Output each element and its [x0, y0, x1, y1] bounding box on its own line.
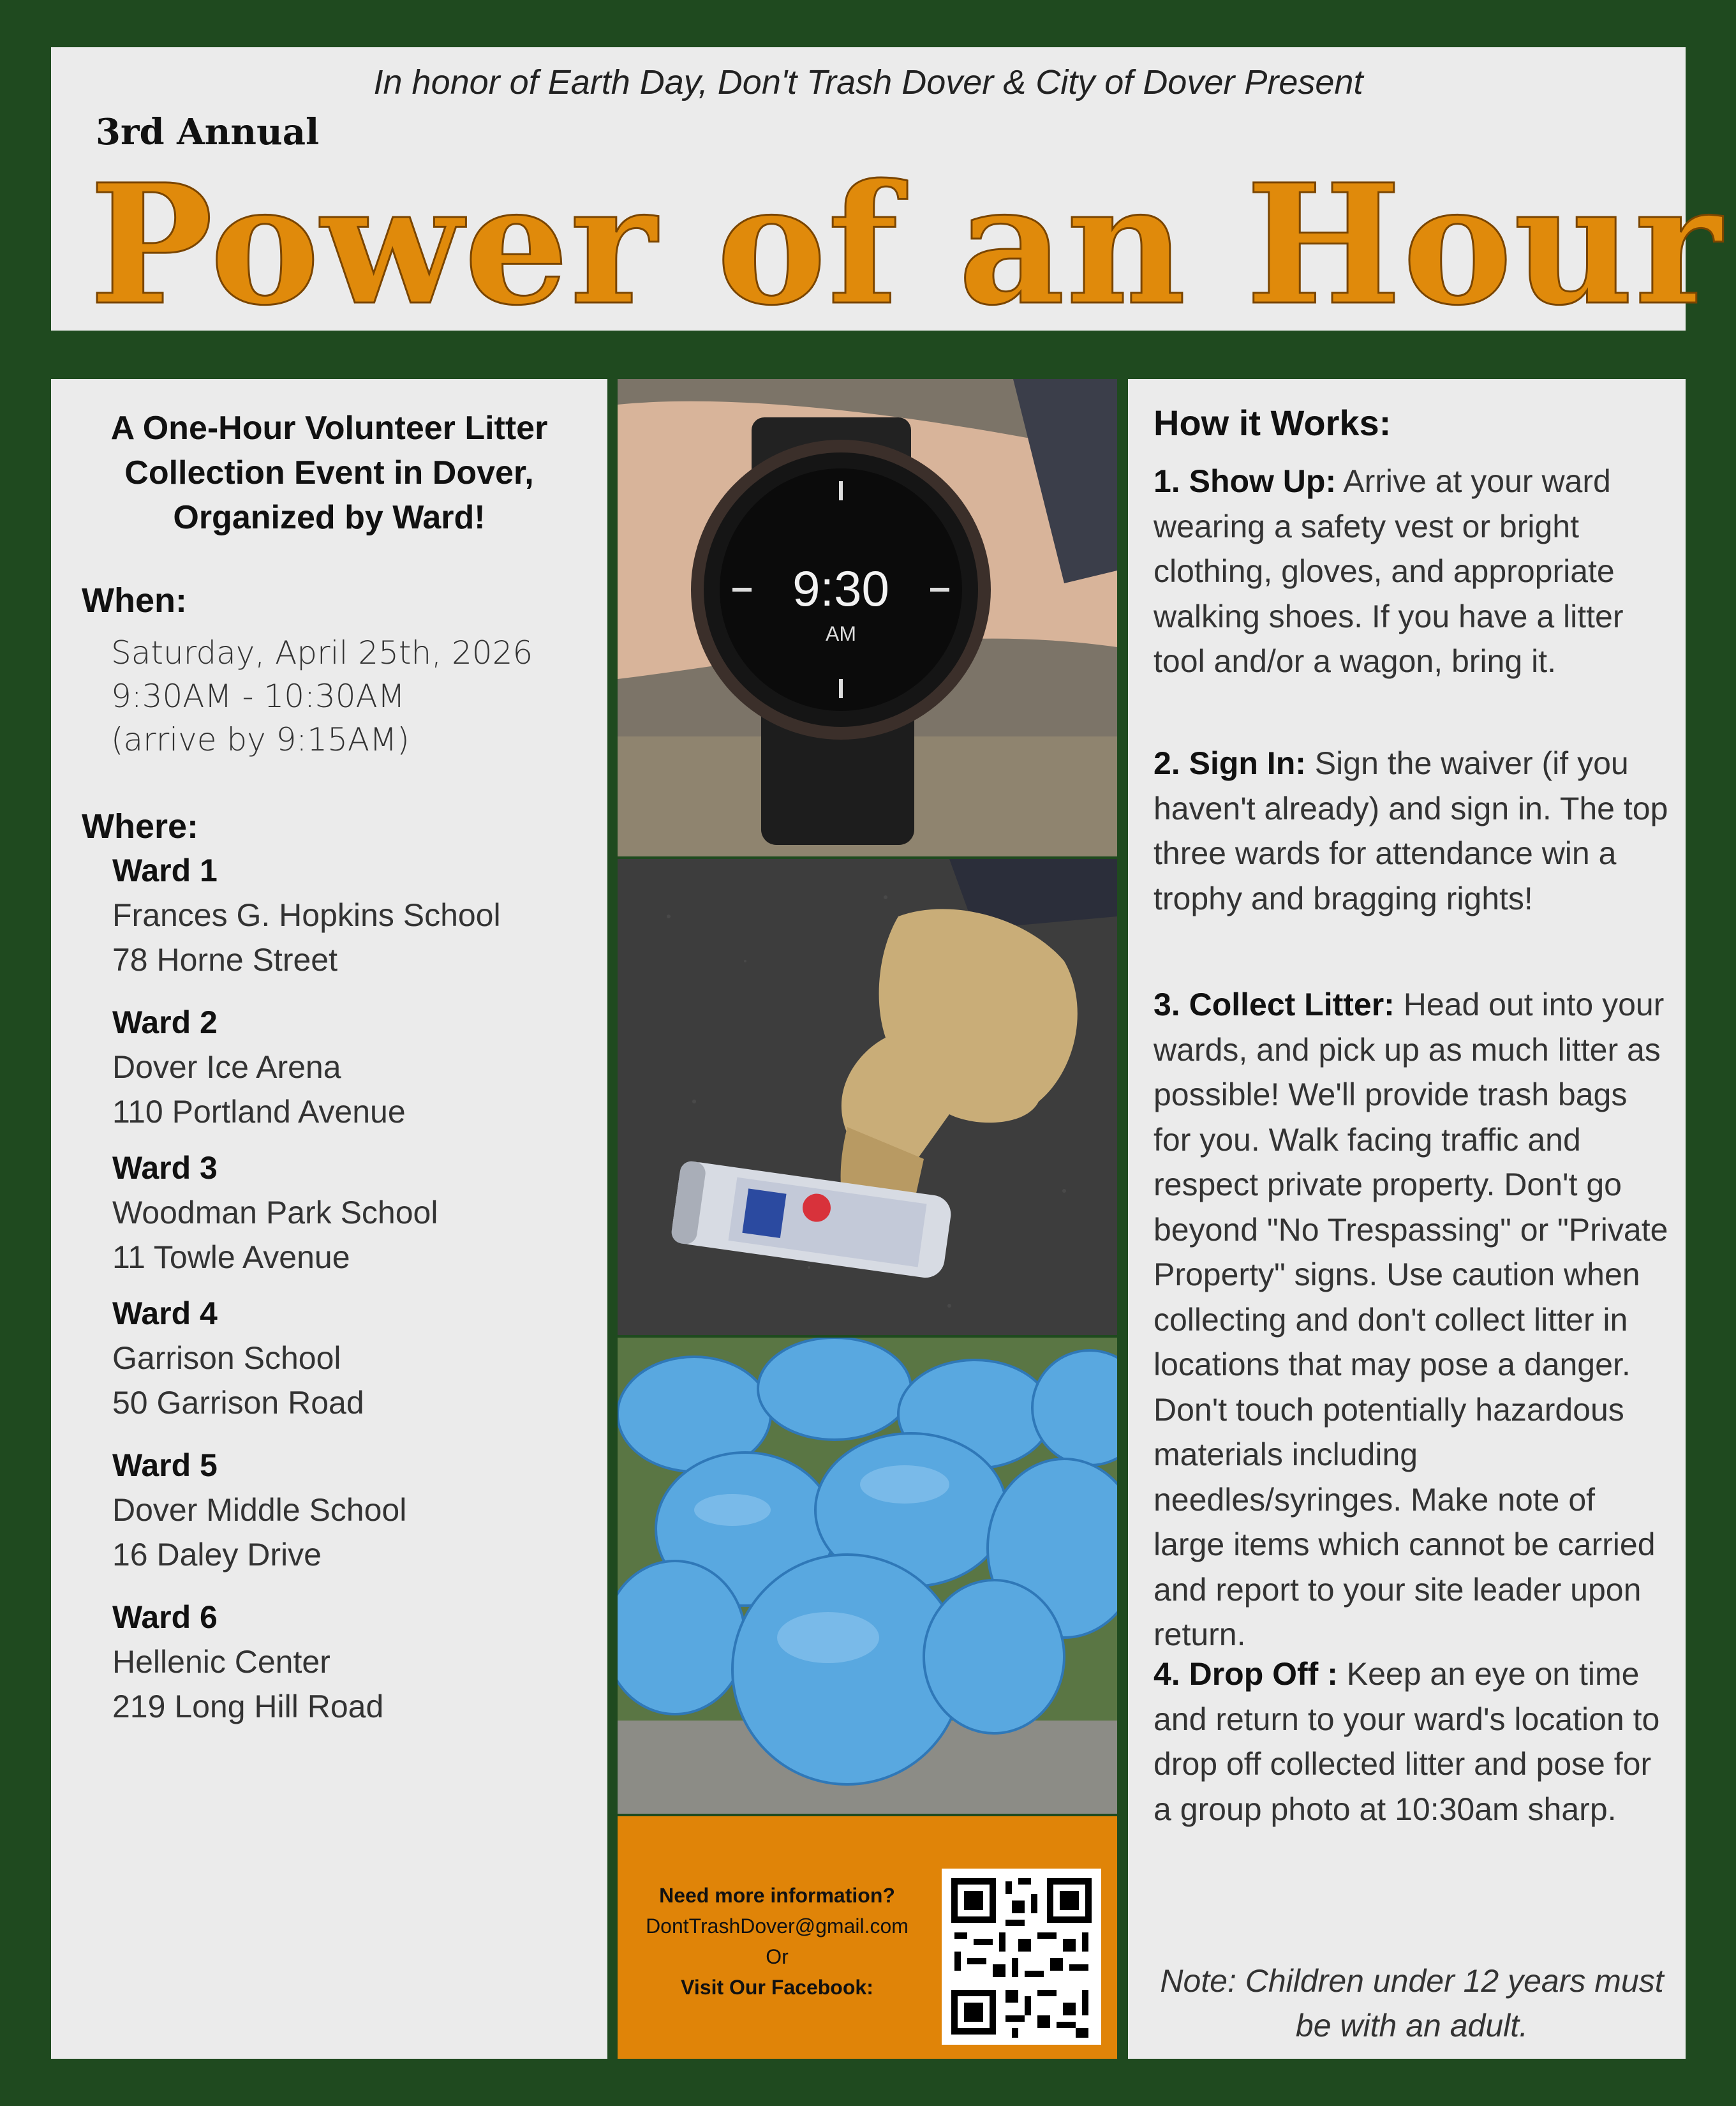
ward-entry	[112, 1595, 383, 1729]
smartwatch-photo	[618, 379, 1117, 856]
litter-pickup-photo	[618, 859, 1117, 1335]
ward-location: Dover Ice Arena	[112, 1049, 341, 1085]
ward-name: Ward 5	[112, 1447, 218, 1483]
event-details-panel	[51, 379, 607, 2059]
children-note: Note: Children under 12 years must be with an adult.	[1160, 1963, 1664, 2043]
ward-address: 110 Portland Avenue	[112, 1094, 406, 1130]
ward-location: Frances G. Hopkins School	[112, 897, 501, 933]
step-text: Keep an eye on time and return to your ward's location to drop off collected litter and pose for a group photo at 10:30am sharp.	[1154, 1656, 1660, 1827]
contact-info-box	[618, 1816, 1117, 2059]
ward-entry	[112, 1443, 406, 1577]
event-title: Power of an Hour	[89, 148, 1723, 341]
when-heading: When:	[82, 581, 187, 620]
event-intro: A One-Hour Volunteer Litter Collection Event in Dover, Organized by Ward!	[110, 410, 548, 536]
step-collect-litter	[1154, 982, 1670, 1657]
annual-label: 3rd Annual	[96, 111, 320, 153]
step-label: 3. Collect Litter:	[1154, 987, 1395, 1022]
event-date: Saturday, April 25th, 2026	[111, 634, 533, 671]
ward-location: Woodman Park School	[112, 1195, 438, 1230]
arrival-time: (arrive by 9:15AM)	[111, 721, 410, 758]
ward-entry	[112, 1000, 406, 1134]
where-heading: Where:	[82, 807, 199, 846]
step-label: 2. Sign In:	[1154, 745, 1306, 781]
ward-name: Ward 4	[112, 1296, 218, 1331]
contact-email-link[interactable]: DontTrashDover@gmail.com	[646, 1915, 909, 1938]
photo-column	[618, 379, 1117, 2059]
facebook-qr-code[interactable]	[942, 1869, 1101, 2045]
tagline: In honor of Earth Day, Don't Trash Dover & City of Dover Present	[373, 63, 1363, 101]
ward-address: 11 Towle Avenue	[112, 1239, 350, 1275]
ward-address: 16 Daley Drive	[112, 1537, 322, 1572]
smartwatch-illustration	[618, 379, 1117, 856]
step-sign-in	[1154, 741, 1670, 921]
ward-address: 50 Garrison Road	[112, 1385, 364, 1421]
ward-name: Ward 1	[112, 853, 218, 888]
step-label: 1. Show Up:	[1154, 463, 1337, 499]
step-text: Arrive at your ward wearing a safety vest or bright clothing, gloves, and appropriate walking shoes. If you have a litter tool and/or a wagon, bring it.	[1154, 463, 1624, 679]
how-it-works-panel	[1128, 379, 1686, 2059]
header-banner	[51, 47, 1723, 341]
ward-address: 219 Long Hill Road	[112, 1689, 384, 1724]
ward-entry	[112, 848, 501, 982]
info-question: Need more information?	[659, 1884, 895, 1907]
ward-entry	[112, 1146, 438, 1280]
ward-location: Dover Middle School	[112, 1492, 407, 1528]
ward-name: Ward 6	[112, 1599, 218, 1635]
ward-name: Ward 2	[112, 1004, 218, 1040]
info-or: Or	[766, 1945, 789, 1968]
ward-address: 78 Horne Street	[112, 942, 338, 978]
contact-info-text	[618, 1880, 937, 2003]
ward-entry	[112, 1291, 364, 1425]
watch-ampm: AM	[826, 622, 856, 645]
ward-location: Hellenic Center	[112, 1644, 330, 1680]
facebook-prompt: Visit Our Facebook:	[681, 1976, 873, 1999]
event-time: 9:30AM - 10:30AM	[111, 678, 405, 715]
blue-trash-bags-illustration	[618, 1338, 1117, 1814]
ward-name: Ward 3	[112, 1150, 218, 1186]
how-it-works-heading: How it Works:	[1154, 403, 1391, 443]
step-label: 4. Drop Off :	[1154, 1656, 1338, 1692]
qr-code-icon	[942, 1869, 1101, 2045]
step-text: Sign the waiver (if you haven't already) and sign in. The top three wards for attendance win a trophy and bragging rights!	[1154, 745, 1668, 916]
gloved-hand-can-illustration	[618, 859, 1117, 1335]
watch-time: 9:30	[792, 560, 889, 616]
trash-bags-photo	[618, 1338, 1117, 1814]
ward-location: Garrison School	[112, 1340, 341, 1376]
step-show-up	[1154, 459, 1670, 684]
step-drop-off	[1154, 1652, 1670, 1832]
step-text: Head out into your wards, and pick up as much litter as possible! We'll provide trash bags for you. Walk facing traffic and respect private property. Don't go beyond "No Trespassing" or "Private Property" signs. Use caution when collecting and don't collect litter in locations that may pose a danger. Don't touch potentially hazardous materials including needles/syringes. Make note of large items which cannot be carried and report to your site leader upon return.	[1154, 987, 1668, 1652]
